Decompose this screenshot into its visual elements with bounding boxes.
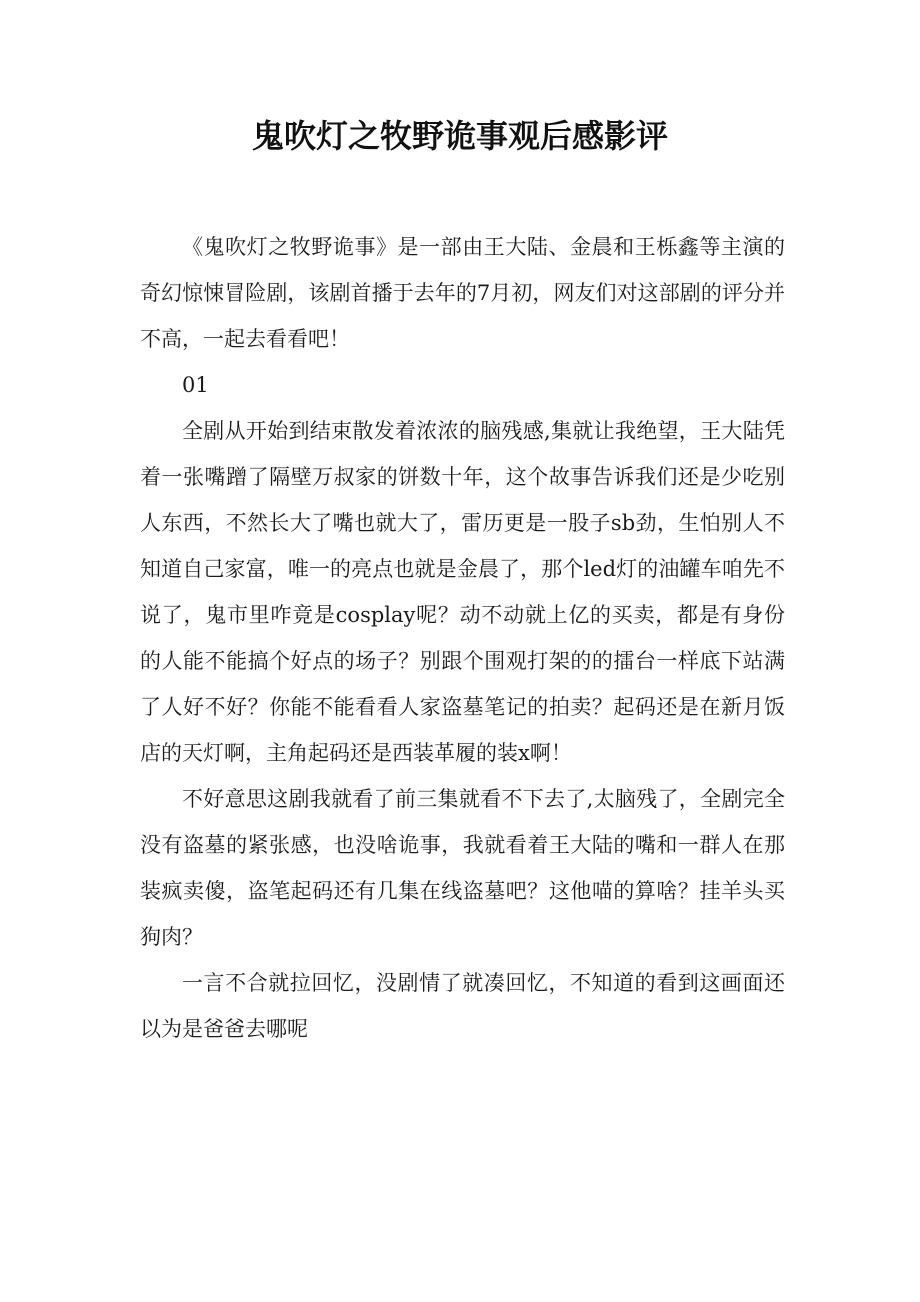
document-body <box>140 224 785 1052</box>
paragraph-review-2: 不好意思这剧我就看了前三集就看不下去了,太脑残了，全剧完全没有盗墓的紧张感，也没啥诡事，我就看着王大陆的嘴和一群人在那装疯卖傻，盗笔起码还有几集在线盗墓吧？这他喵的算啥？挂羊头买狗肉？ <box>140 787 785 949</box>
paragraph-review-3: 一言不合就拉回忆，没剧情了就凑回忆，不知道的看到这画面还以为是爸爸去哪呢 <box>140 971 785 1041</box>
paragraph-intro: 《鬼吹灯之牧野诡事》是一部由王大陆、金晨和王栎鑫等主演的奇幻惊悚冒险剧，该剧首播于去年的7月初，网友们对这部剧的评分并不高，一起去看看吧！ <box>140 235 785 351</box>
paragraph-review-1: 全剧从开始到结束散发着浓浓的脑残感,集就让我绝望，王大陆凭着一张嘴蹭了隔壁万叔家的饼数十年，这个故事告诉我们还是少吃别人东西，不然长大了嘴也就大了，雷历更是一股子sb劲，生怕别人不知道自己家富，唯一的亮点也就是金晨了，那个led灯的油罐车咱先不说了，鬼市里咋竟是cosplay呢？动不动就上亿的买卖，都是有身份的人能不能搞个好点的场子？别跟个围观打架的的擂台一样底下站满了人好不好？你能不能看看人家盗墓笔记的拍卖？起码还是在新月饭店的天灯啊，主角起码还是西装革履的装x啊！ <box>140 419 785 765</box>
section-number: 01 <box>182 373 209 397</box>
document-title: 鬼吹灯之牧野诡事观后感影评 <box>251 117 668 155</box>
